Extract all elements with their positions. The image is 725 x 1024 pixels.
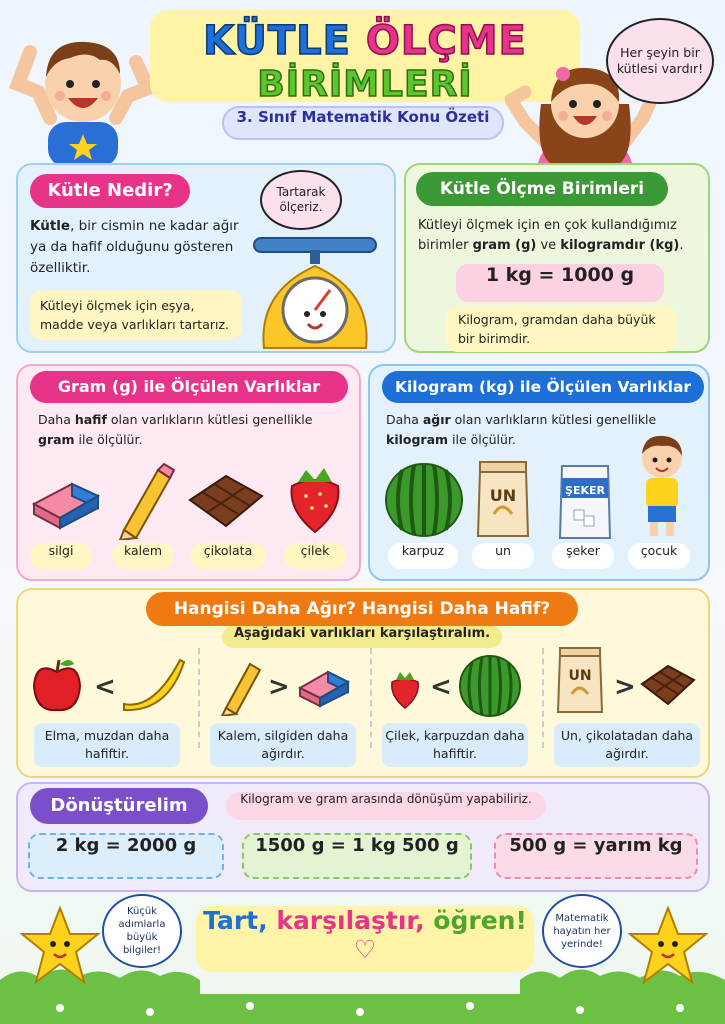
- gram-text-part: ile ölçülür.: [74, 432, 143, 447]
- kilogram-item-label: karpuz: [388, 543, 458, 569]
- banana-icon: [118, 654, 188, 714]
- boy-illustration: [8, 22, 158, 167]
- kutle-nedir-title: Kütle Nedir?: [30, 174, 190, 208]
- eraser-icon: [28, 470, 102, 530]
- slogan-box: [196, 906, 534, 972]
- gram-section-title: Gram (g) ile Ölçülen Varlıklar: [30, 371, 348, 403]
- sugar-bag-icon: [556, 458, 614, 540]
- child-icon: [632, 430, 692, 540]
- comparison-caption: Un, çikolatadan daha ağırdır.: [554, 723, 700, 767]
- comparison-sign: <: [94, 672, 116, 702]
- eraser-small-icon: [296, 664, 352, 708]
- kutle-note-box: [30, 290, 242, 340]
- sugar-bag-label: ŞEKER: [565, 484, 605, 497]
- gram-text-bold: gram: [38, 432, 75, 447]
- scale-speech-bubble: [260, 170, 342, 230]
- birimler-text-part: .: [679, 238, 684, 254]
- conversion-title: Dönüştürelim: [30, 788, 208, 824]
- comparison-caption: Kalem, silgiden daha ağırdır.: [210, 723, 356, 767]
- slogan-part-1: Tart,: [203, 906, 277, 935]
- comparison-divider: [370, 648, 372, 748]
- comparison-divider: [198, 648, 200, 748]
- kg-equation: 1 kg = 1000 g: [456, 264, 664, 302]
- kilogram-item-label: şeker: [552, 543, 614, 569]
- scale-speech-text: Tartarak ölçeriz.: [276, 185, 326, 214]
- kilogram-item-label: çocuk: [628, 543, 690, 569]
- gram-text-part: olan varlıkların kütlesi genellikle: [106, 412, 313, 427]
- birimler-text-part: Kütleyi ölçmek için en çok kullandığımız birimler: [418, 218, 677, 254]
- slogan-part-2: karşılaştır,: [276, 906, 434, 935]
- kutle-definition-bold: Kütle: [30, 218, 71, 234]
- pencil-icon: [110, 460, 176, 540]
- slogan-part-3: öğren!: [433, 906, 527, 935]
- kilogram-text-part: ile ölçülür.: [448, 432, 516, 447]
- gram-item-label: çikolata: [190, 543, 266, 569]
- birimler-title: Kütle Ölçme Birimleri: [416, 172, 668, 206]
- watermelon-icon: [384, 462, 464, 538]
- gram-item-label: silgi: [30, 543, 92, 569]
- heart-icon: ♡: [353, 935, 377, 964]
- star-mascot-right-icon: [626, 904, 710, 986]
- conversion-box: 2 kg = 2000 g: [28, 833, 224, 879]
- left-star-speech-text: Küçük adımlarla büyük bilgiler!: [118, 906, 166, 956]
- page-title-line-2: BİRİMLERİ: [257, 64, 473, 105]
- birimler-text: [418, 216, 704, 256]
- gram-text-bold: hafif: [74, 412, 107, 427]
- comparison-sign: <: [430, 672, 452, 702]
- comparison-divider: [542, 648, 544, 748]
- comparison-caption: Çilek, karpuzdan daha hafiftir.: [382, 723, 528, 767]
- strawberry-icon: [284, 462, 346, 534]
- left-star-speech: [102, 894, 182, 968]
- gram-item-label: çilek: [284, 543, 346, 569]
- comparison-subtitle: Aşağıdaki varlıkları karşılaştıralım.: [222, 626, 502, 648]
- comparison-sign: >: [268, 672, 290, 702]
- right-star-speech: [542, 894, 622, 968]
- birimler-note-box: [446, 306, 676, 352]
- girl-speech-bubble: [606, 18, 714, 104]
- flour-bag-label: UN: [489, 486, 517, 505]
- kilogram-text-part: Daha: [386, 412, 423, 427]
- apple-icon: [30, 656, 84, 714]
- kilogram-section-title: Kilogram (kg) ile Ölçülen Varlıklar: [382, 371, 704, 403]
- conversion-note: Kilogram ve gram arasında dönüşüm yapabiliriz.: [226, 792, 546, 820]
- birimler-text-part: ve: [536, 238, 561, 254]
- kilogram-item-label: un: [472, 543, 534, 569]
- kutle-note-text: Kütleyi ölçmek için eşya, madde veya varlıkları tartarız.: [40, 298, 229, 333]
- girl-speech-text: Her şeyin bir kütlesi vardır!: [616, 45, 704, 76]
- page-subtitle: 3. Sınıf Matematik Konu Özeti: [222, 106, 504, 140]
- conversion-box: 1500 g = 1 kg 500 g: [242, 833, 472, 879]
- birimler-gram: gram (g): [472, 238, 537, 254]
- chocolate-icon: [186, 470, 266, 532]
- watermelon-small-icon: [458, 654, 522, 718]
- flour-bag-small-label: UN: [568, 668, 592, 684]
- comparison-caption: Elma, muzdan daha hafiftir.: [34, 723, 180, 767]
- conversion-box: 500 g = yarım kg: [494, 833, 698, 879]
- gram-text-part: Daha: [38, 412, 75, 427]
- kilogram-text-part: olan varlıkların kütlesi genellikle: [450, 412, 657, 427]
- pencil-small-icon: [218, 656, 262, 716]
- star-mascot-left-icon: [18, 904, 102, 986]
- birimler-note-text: Kilogram, gramdan daha büyük bir birimdir.: [458, 312, 656, 347]
- chocolate-small-icon: [640, 662, 696, 708]
- strawberry-small-icon: [388, 670, 422, 710]
- title-word-kutle: KÜTLE: [203, 18, 351, 64]
- right-star-speech-text: Matematik hayatın her yerinde!: [553, 912, 611, 950]
- birimler-kg: kilogramdır (kg): [560, 238, 680, 254]
- kutle-definition: [30, 216, 250, 279]
- kutle-definition-rest: , bir cismin ne kadar ağır ya da hafif olduğunu gösteren özelliktir.: [30, 218, 239, 276]
- kilogram-text-bold: ağır: [422, 412, 451, 427]
- comparison-sign: >: [614, 672, 636, 702]
- gram-item-label: kalem: [112, 543, 174, 569]
- kilogram-text-bold: kilogram: [386, 432, 449, 447]
- kitchen-scale-icon: [250, 232, 380, 350]
- gram-section-text: [38, 410, 348, 450]
- comparison-title: Hangisi Daha Ağır? Hangisi Daha Hafif?: [146, 592, 578, 626]
- title-word-olcme: ÖLÇME: [365, 18, 527, 64]
